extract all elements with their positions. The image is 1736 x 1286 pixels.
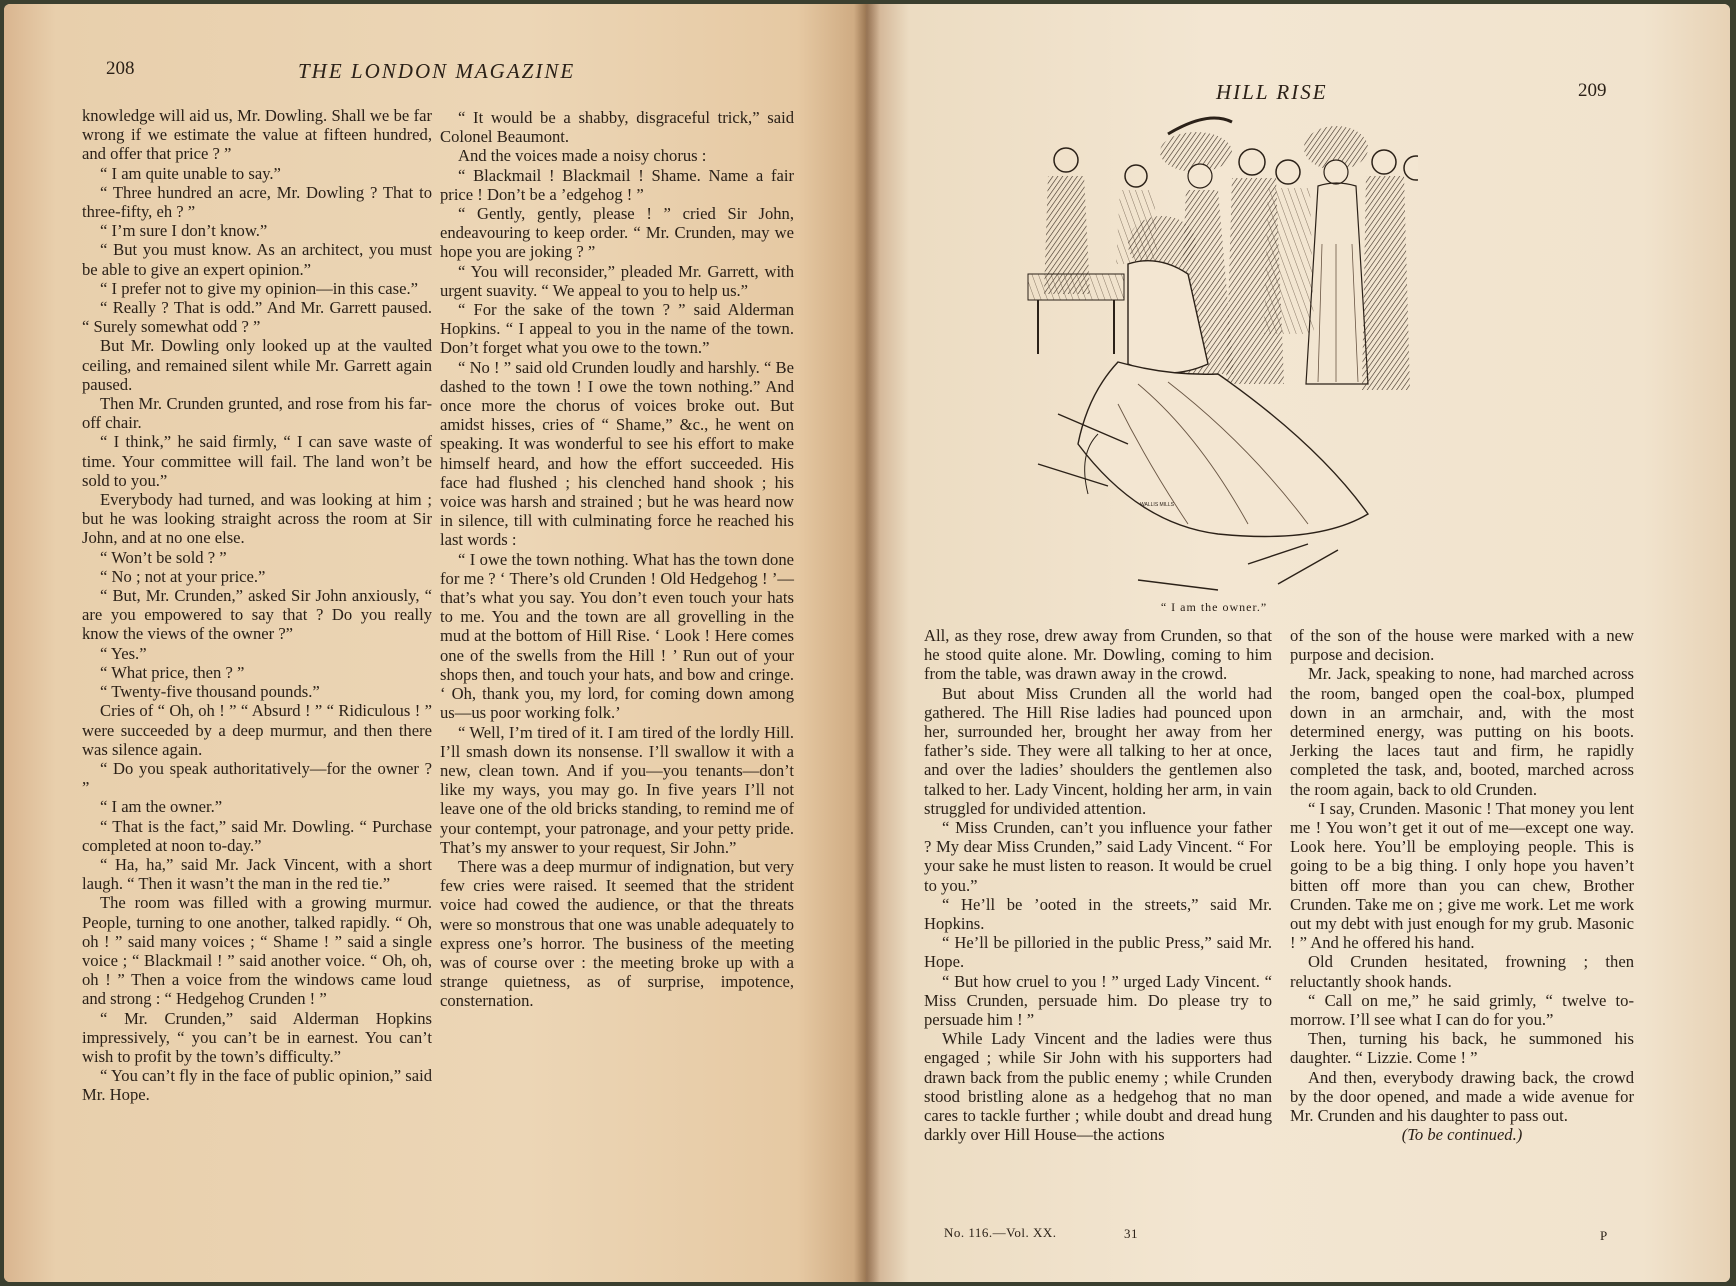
paragraph: Mr. Jack, speaking to none, had marched across the room, banged open the coal-box, plumped down in an armchair, and, with the most determined energy, was putting on his boots. Jerking the laces taut and firm, he rapidly completed the task, and, booted, marched across the room again, back to old Crunden.: [1290, 664, 1634, 799]
illustration-caption: [1004, 600, 1424, 615]
paragraph: “ Miss Crunden, can’t you influence your father ? My dear Miss Crunden,” said Lady Vincent. “ For your sake he must listen to reason. It would be cruel to you.”: [924, 818, 1272, 895]
paragraph: “ Mr. Crunden,” said Alderman Hopkins impressively, “ you can’t be in earnest. You can’t wish to profit by the town’s difficulty.”: [82, 1008, 432, 1066]
table: [1028, 274, 1124, 354]
caption-text: “ I am the owner.”: [1160, 600, 1268, 614]
paragraph: “ For the sake of the town ? ” said Alderman Hopkins. “ I appeal to you in the name of the town. Don’t forget what you owe to the town.”: [440, 300, 794, 358]
paragraph: “ I’m sure I don’t know.”: [100, 221, 268, 241]
paragraph: “ He’ll be ’ooted in the streets,” said Mr. Hopkins.: [924, 894, 1272, 934]
paragraph: “ Won’t be sold ? ”: [100, 547, 227, 567]
paragraph: “ He’ll be pilloried in the public Press,” said Mr. Hope.: [924, 933, 1272, 972]
paragraph: “ I say, Crunden. Masonic ! That money you lent me ! You won’t get it out of me—except one way. Look here. You’ll be employing people. This is going to be a big thing. I only hope you haven’t bitten off more than you can chew, Brother Crunden. Take me on ; give me work. Let me work out my debt with just enough for my grub. Masonic ! ” And he offered his hand.: [1290, 798, 1634, 953]
paragraph: “ Well, I’m tired of it. I am tired of the lordly Hill. I’ll smash down its nonsense. I’ll swallow it with a new, clean town. And if you—you tenants—don’t like my ways, you may go. In five years I’ll not leave one of the old bricks standing, to remind me of your contempt, your patronage, and your petty pride. That’s my answer to your request, Sir John.”: [440, 722, 794, 857]
paragraph: “ But, Mr. Crunden,” asked Sir John anxiously, “ are you empowered to say that ? Do you really know the views of the owner ?”: [82, 586, 432, 644]
paragraph: “ I think,” he said firmly, “ I can save waste of time. Your committee will fail. The land won’t be sold to you.”: [82, 432, 432, 490]
paragraph: While Lady Vincent and the ladies were thus engaged ; while Sir John with his supporters had drawn back from the public enemy ; while Crunden stood bristling alone as a hedgehog that no man cares to tackle further ; while doubt and dread hung darkly over Hill House—the actions: [924, 1029, 1272, 1145]
paragraph: Cries of “ Oh, oh ! ” “ Absurd ! ” “ Ridiculous ! ” were succeeded by a deep murmur, and then there was silence again.: [82, 701, 432, 759]
paragraph: But about Miss Crunden all the world had gathered. The Hill Rise ladies had pounced upon her, surrounded her, brought her away from her father’s side. They were all talking to her at once, and over the ladies’ shoulders the gentlemen also talked to her. Lady Vincent, holding her arm, in vain struggled for undivided attention.: [924, 683, 1272, 818]
figure-man-bald: [1404, 156, 1418, 180]
footer-volume: No. 116.—Vol. XX.: [944, 1225, 1057, 1240]
paragraph: “ But you must know. As an architect, you must be able to give an expert opinion.”: [82, 240, 432, 279]
paragraph: And the voices made a noisy chorus :: [458, 146, 707, 166]
paragraph: There was a deep murmur of indignation, but very few cries were raised. It seemed that the strident voice had cowed the audience, or that the threats were so monstrous that one was unable adequately to express one’s horror. The business of the meeting was of course over : the meeting broke up with a strange quietness, as of surprise, impotence, consternation.: [440, 856, 794, 1011]
paragraph: Then, turning his back, he summoned his daughter. “ Lizzie. Come ! ”: [1290, 1029, 1634, 1068]
paragraph: “ I am the owner.”: [100, 797, 223, 817]
paragraph: “ Ha, ha,” said Mr. Jack Vincent, with a short laugh. “ Then it wasn’t the man in the red tie.”: [82, 854, 432, 894]
illustration-signature: WALLIS MILLS: [1140, 502, 1174, 508]
paragraph: Everybody had turned, and was looking at him ; but he was looking straight across the room at Sir John, and at no one else.: [82, 490, 432, 548]
paragraph: Old Crunden hesitated, frowning ; then reluctantly shook hands.: [1290, 952, 1634, 991]
footer-signature-letter: P: [1600, 1228, 1608, 1243]
paragraph: “ No ! ” said old Crunden loudly and harshly. “ Be dashed to the town ! I owe the town nothing.” And once more the chorus of voices broke out. But amidst hisses, cries of “ Shame,” &c., he went on speaking. It was wonderful to see his effort to make himself heard, and how the effort succeeded. His face had flushed ; his clenched hand shook ; his voice was harsh and strained ; but he was heard now in silence, till with culminating force he reached his last words :: [440, 357, 794, 550]
paragraph: “ Yes.”: [100, 643, 147, 663]
right-page-number: 209: [1578, 80, 1607, 101]
paragraph: “ Do you speak authoritatively—for the owner ? ”: [82, 758, 432, 798]
right-column-1: [924, 626, 1272, 1144]
paragraph: And then, everybody drawing back, the crowd by the door opened, and made a wide avenue for Mr. Crunden and his daughter to pass out.: [1290, 1067, 1634, 1126]
footer-signature-number: 31: [1124, 1226, 1138, 1241]
paragraph: “ You can’t fly in the face of public opinion,” said Mr. Hope.: [82, 1066, 432, 1105]
figure-man-far-right: [1362, 150, 1410, 390]
paragraph: “ Blackmail ! Blackmail ! Shame. Name a fair price ! Don’t be a ’edgehog ! ”: [440, 165, 794, 204]
left-running-head: THE LONDON MAGAZINE: [298, 59, 576, 83]
illustration: [1018, 114, 1418, 592]
left-column-1: [82, 106, 432, 1105]
figure-man-left: [1044, 148, 1090, 294]
paragraph: knowledge will aid us, Mr. Dowling. Shall we be far wrong if we estimate the value at fifteen hundred, and offer that price ? ”: [82, 106, 432, 164]
left-column-2: [440, 108, 794, 1011]
paragraph: “ What price, then ? ”: [100, 662, 245, 682]
right-running-head: HILL RISE: [1216, 80, 1328, 104]
paragraph: “ Three hundred an acre, Mr. Dowling ? That to three-fifty, eh ? ”: [82, 182, 432, 222]
book-gutter: [854, 4, 880, 1282]
paragraph: “ Twenty-five thousand pounds.”: [100, 682, 320, 702]
figure-woman-large-hat: [1304, 126, 1368, 384]
paragraph: “ No ; not at your price.”: [100, 566, 266, 586]
paragraph: “ That is the fact,” said Mr. Dowling. “ Purchase completed at noon to-day.”: [82, 816, 432, 855]
paragraph: The room was filled with a growing murmur. People, turning to one another, talked rapidly. “ Oh, oh ! ” said many voices ; “ Shame ! ” said a single voice ; “ Blackmail ! ” said another voice. “ Oh, oh, oh ! ” Then a voice from the windows came loud and strong : “ Hedgehog Crunden ! ”: [82, 893, 432, 1009]
paragraph: “ Call on me,” he said grimly, “ twelve to-morrow. I’ll see what I can do for you.”: [1290, 990, 1634, 1030]
paragraph: “ Gently, gently, please ! ” cried Sir John, endeavouring to keep order. “ Mr. Crunden, may we hope you are joking ? ”: [440, 204, 794, 262]
left-page-number: 208: [106, 58, 135, 79]
paragraph: “ I prefer not to give my opinion—in this case.”: [100, 278, 418, 298]
paragraph: Then Mr. Crunden grunted, and rose from his far-off chair.: [82, 394, 432, 433]
paragraph: But Mr. Dowling only looked up at the vaulted ceiling, and remained silent while Mr. Garrett again paused.: [82, 336, 432, 394]
paragraph: “ But how cruel to you ! ” urged Lady Vincent. “ Miss Crunden, persuade him. Do please try to persuade him ! ”: [924, 971, 1272, 1030]
paragraph: “ I owe the town nothing. What has the town done for me ? ‘ There’s old Crunden ! Old Hedgehog ! ’—that’s what you say. You don’t even touch your hats to me. You and the town are all grovelling in the mud at the bottom of Hill Rise. ‘ Look ! Here comes one of the swells from the Hill ! ’ Run out of your shops then, and touch your hats, and bow and cringe. ‘ Oh, thank you, my lord, for coming down among us—us poor working folk.’: [440, 549, 794, 723]
paragraph: “ You will reconsider,” pleaded Mr. Garrett, with urgent suavity. “ We appeal to you to help us.”: [440, 261, 794, 300]
paragraph: of the son of the house were marked with a new purpose and decision.: [1290, 626, 1634, 665]
book-spread: [4, 4, 1730, 1282]
paragraph: “ I am quite unable to say.”: [100, 163, 281, 183]
right-column-2: [1290, 626, 1634, 1144]
paragraph: “ It would be a shabby, disgraceful trick,” said Colonel Beaumont.: [440, 108, 794, 147]
paragraph: “ Really ? That is odd.” And Mr. Garrett paused. “ Surely somewhat odd ? ”: [82, 298, 432, 337]
paragraph: All, as they rose, drew away from Crunden, so that he stood quite alone. Mr. Dowling, coming to him from the table, was drawn away in the crowd.: [924, 626, 1272, 684]
paragraph: (To be continued.): [1401, 1125, 1523, 1145]
